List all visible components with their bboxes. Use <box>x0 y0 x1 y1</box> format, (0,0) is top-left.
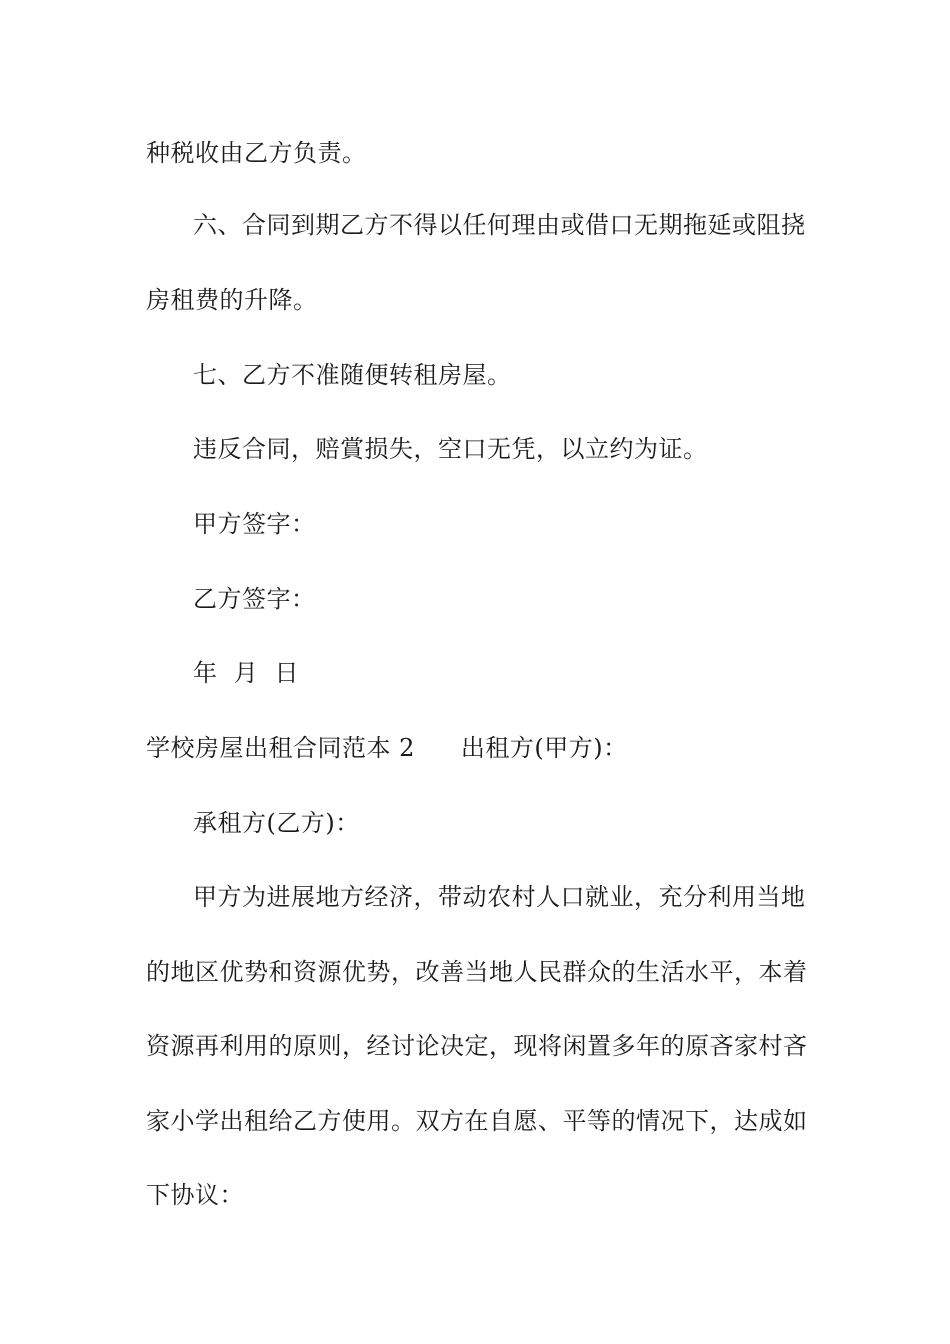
paragraph-line: 的地区优势和资源优势，改善当地人民群众的生活水平，本着 <box>146 958 808 986</box>
paragraph-line: 种税收由乙方负责。 <box>146 139 367 167</box>
signature-line-party-a: 甲方签字： <box>193 510 316 538</box>
paragraph-line: 违反合同，赔賞损失，空口无凭，以立约为证。 <box>193 435 708 463</box>
paragraph-line: 家小学出租给乙方使用。双方在自愿、平等的情况下，达成如 <box>146 1107 808 1135</box>
section-heading-line <box>146 733 628 763</box>
lessee-label: 承租方(乙方)： <box>193 809 360 837</box>
paragraph-line: 甲方为进展地方经济，带动农村人口就业，充分利用当地 <box>193 883 806 911</box>
paragraph-line: 六、合同到期乙方不得以任何理由或借口无期拖延或阻挠 <box>193 211 806 239</box>
section-title: 学校房屋出租合同范本 2 <box>146 734 415 762</box>
paragraph-line: 资源再利用的原则，经讨论决定，现将闲置多年的原吝家村吝 <box>146 1032 808 1060</box>
paragraph-line: 下协议： <box>146 1181 244 1209</box>
paragraph-line: 七、乙方不准随便转租房屋。 <box>193 361 512 389</box>
lessor-label: 出租方(甲方)： <box>460 734 628 762</box>
paragraph-line: 房租费的升降。 <box>146 286 318 314</box>
date-line: 年 月 日 <box>193 659 300 687</box>
signature-line-party-b: 乙方签字： <box>193 585 316 613</box>
